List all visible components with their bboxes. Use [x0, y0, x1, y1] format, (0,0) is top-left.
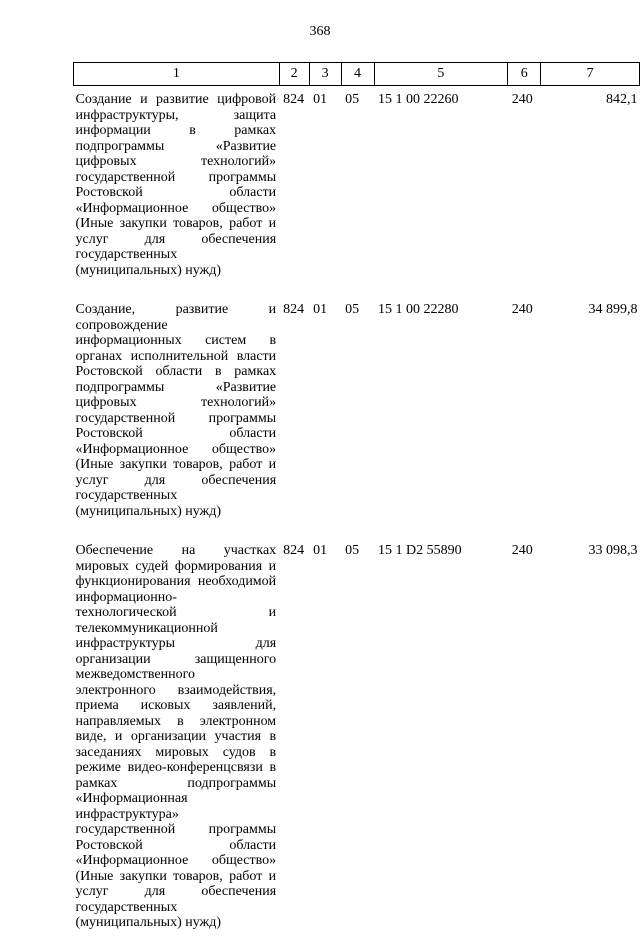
column-header-amount: 7 [541, 63, 640, 86]
row-section-code: 01 [313, 302, 328, 317]
row-subsection-code: 05 [345, 92, 360, 107]
row-target-code: 15 1 00 22260 [378, 92, 459, 107]
budget-table [73, 62, 640, 949]
row-description: Создание, развитие и сопровождение информационных систем в органах исполнительной власти Ростовской области в рамках подпрограммы «Развитие цифровых технологий» государственной программы Ростовской области «Информационное общество» (Иные закупки товаров, работ и услуг для обеспечения государственных (муниципальных) нужд) [75, 302, 277, 519]
column-header-type: 6 [508, 63, 541, 86]
row-ministry-code: 824 [283, 543, 305, 558]
row-type-code: 240 [511, 92, 533, 107]
row-description: Обеспечение на участках мировых судей формирования и функционирования необходимой информационно-технологической и телекоммуникационной инфраструктуры для организации защищенного межведомственного электронного взаимодействия, приема исковых заявлений, направляемых в электронном виде, и организации участия в заседаниях мировых судов в режиме видео-конференцсвязи в рамках подпрограммы «Информационная инфраструктура» государственной программы Ростовской области «Информационное общество» (Иные закупки товаров, работ и услуг для обеспечения государственных (муниципальных) нужд) [75, 543, 277, 930]
row-amount: 33 098,3 [588, 543, 638, 558]
row-amount: 34 899,8 [588, 302, 638, 317]
page-number: 368 [309, 24, 331, 39]
row-section-code: 01 [313, 543, 328, 558]
table-row [74, 86, 640, 297]
row-subsection-code: 05 [345, 302, 360, 317]
row-target-code: 15 1 00 22280 [378, 302, 459, 317]
column-header-ministry: 2 [279, 63, 309, 86]
header-row [74, 63, 640, 86]
column-header-description: 1 [74, 63, 280, 86]
row-section-code: 01 [313, 92, 328, 107]
row-target-code: 15 1 D2 55890 [378, 543, 462, 558]
row-amount: 842,1 [606, 92, 638, 107]
column-header-subsection: 4 [341, 63, 374, 86]
row-type-code: 240 [511, 543, 533, 558]
table-row [74, 296, 640, 537]
column-header-target: 5 [374, 63, 508, 86]
row-ministry-code: 824 [283, 92, 305, 107]
column-header-section: 3 [309, 63, 341, 86]
row-type-code: 240 [511, 302, 533, 317]
row-subsection-code: 05 [345, 543, 360, 558]
row-ministry-code: 824 [283, 302, 305, 317]
table-row [74, 537, 640, 949]
row-description: Создание и развитие цифровой инфраструктуры, защита информации в рамках подпрограммы «Развитие цифровых технологий» государственной программы Ростовской области «Информационное общество» (Иные закупки товаров, работ и услуг для обеспечения государственных (муниципальных) нужд) [75, 92, 277, 278]
